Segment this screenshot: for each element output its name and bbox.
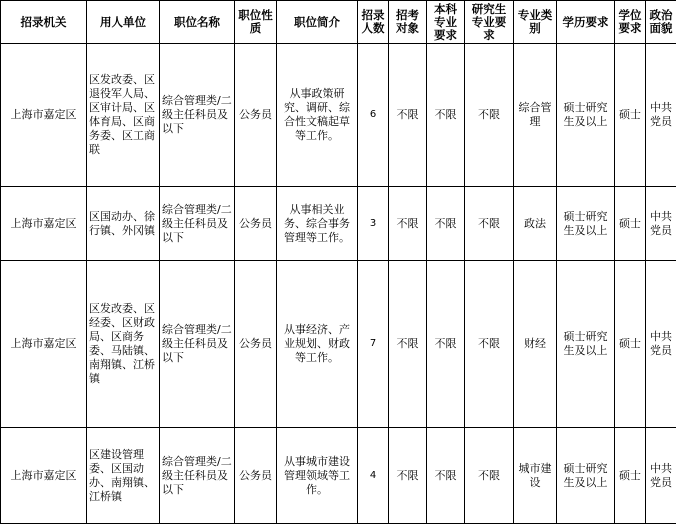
cell-description: 从事经济、产业规划、财政等工作。 — [277, 261, 358, 428]
cell-target: 不限 — [389, 261, 427, 428]
cell-degree: 硕士 — [615, 187, 646, 261]
cell-degree: 硕士 — [615, 261, 646, 428]
cell-position: 综合管理类/二级主任科员及以下 — [160, 261, 235, 428]
header-education: 学历要求 — [557, 1, 615, 44]
header-row — [1, 1, 676, 44]
header-unit: 用人单位 — [87, 1, 160, 44]
cell-political: 中共党员 — [646, 44, 676, 187]
cell-target: 不限 — [389, 428, 427, 524]
cell-education: 硕士研究生及以上 — [557, 428, 615, 524]
cell-nature: 公务员 — [235, 261, 277, 428]
cell-unit: 区国动办、徐行镇、外冈镇 — [87, 187, 160, 261]
cell-major-category: 城市建设 — [514, 428, 557, 524]
cell-count: 4 — [358, 428, 389, 524]
table-row — [1, 261, 676, 428]
cell-unit: 区发改委、区退役军人局、区审计局、区体育局、区商务委、区工商联 — [87, 44, 160, 187]
cell-political: 中共党员 — [646, 428, 676, 524]
cell-undergrad-major: 不限 — [427, 428, 465, 524]
table-row — [1, 44, 676, 187]
cell-political: 中共党员 — [646, 261, 676, 428]
cell-nature: 公务员 — [235, 187, 277, 261]
cell-undergrad-major: 不限 — [427, 44, 465, 187]
cell-unit: 区建设管理委、区国动办、南翔镇、江桥镇 — [87, 428, 160, 524]
cell-agency: 上海市嘉定区 — [1, 44, 87, 187]
cell-undergrad-major: 不限 — [427, 187, 465, 261]
cell-political: 中共党员 — [646, 187, 676, 261]
cell-grad-major: 不限 — [465, 261, 514, 428]
header-degree: 学位要求 — [615, 1, 646, 44]
cell-agency: 上海市嘉定区 — [1, 261, 87, 428]
cell-position: 综合管理类/二级主任科员及以下 — [160, 187, 235, 261]
cell-degree: 硕士 — [615, 428, 646, 524]
cell-position: 综合管理类/二级主任科员及以下 — [160, 44, 235, 187]
cell-nature: 公务员 — [235, 428, 277, 524]
header-grad-major: 研究生专业要求 — [465, 1, 514, 44]
cell-education: 硕士研究生及以上 — [557, 187, 615, 261]
cell-agency: 上海市嘉定区 — [1, 187, 87, 261]
cell-count: 7 — [358, 261, 389, 428]
header-nature: 职位性质 — [235, 1, 277, 44]
header-description: 职位简介 — [277, 1, 358, 44]
header-major-category: 专业类别 — [514, 1, 557, 44]
cell-major-category: 政法 — [514, 187, 557, 261]
cell-unit: 区发改委、区经委、区财政局、区商务委、马陆镇、南翔镇、江桥镇 — [87, 261, 160, 428]
cell-grad-major: 不限 — [465, 44, 514, 187]
cell-nature: 公务员 — [235, 44, 277, 187]
header-target: 招考对象 — [389, 1, 427, 44]
table-row — [1, 428, 676, 524]
header-agency: 招录机关 — [1, 1, 87, 44]
cell-count: 3 — [358, 187, 389, 261]
cell-position: 综合管理类/二级主任科员及以下 — [160, 428, 235, 524]
cell-education: 硕士研究生及以上 — [557, 261, 615, 428]
cell-agency: 上海市嘉定区 — [1, 428, 87, 524]
cell-grad-major: 不限 — [465, 428, 514, 524]
cell-degree: 硕士 — [615, 44, 646, 187]
header-position: 职位名称 — [160, 1, 235, 44]
cell-education: 硕士研究生及以上 — [557, 44, 615, 187]
cell-description: 从事城市建设管理领域等工作。 — [277, 428, 358, 524]
cell-major-category: 财经 — [514, 261, 557, 428]
cell-description: 从事相关业务、综合事务管理等工作。 — [277, 187, 358, 261]
cell-major-category: 综合管理 — [514, 44, 557, 187]
cell-grad-major: 不限 — [465, 187, 514, 261]
header-count: 招录人数 — [358, 1, 389, 44]
header-undergrad-major: 本科专业要求 — [427, 1, 465, 44]
cell-undergrad-major: 不限 — [427, 261, 465, 428]
cell-target: 不限 — [389, 187, 427, 261]
table-row — [1, 187, 676, 261]
cell-count: 6 — [358, 44, 389, 187]
header-political: 政治面貌 — [646, 1, 676, 44]
cell-description: 从事政策研究、调研、综合性文稿起草等工作。 — [277, 44, 358, 187]
cell-target: 不限 — [389, 44, 427, 187]
